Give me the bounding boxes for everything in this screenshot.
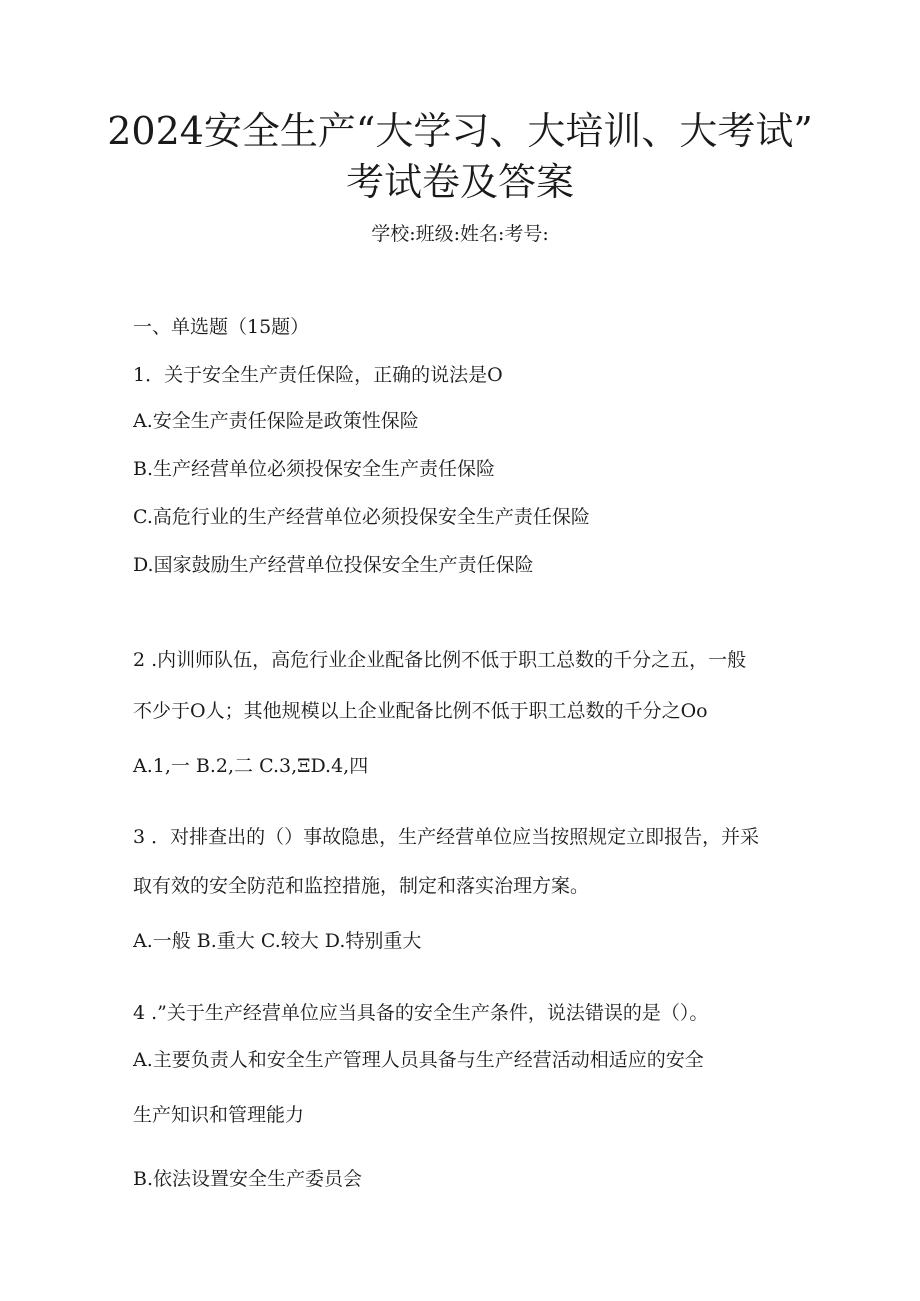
question-3-options: A.一般 B.重大 C.较大 D.特别重大: [133, 930, 422, 952]
section-heading: 一、单选题（15题）: [133, 316, 310, 338]
question-1-option-d: D.国家鼓励生产经营单位投保安全生产责任保险: [133, 554, 534, 576]
question-2-stem-line-1: 2 .内训师队伍，高危行业企业配备比例不低于职工总数的千分之五，一般: [133, 649, 747, 671]
question-4-stem: 4 .”关于生产经营单位应当具备的安全生产条件，说法错误的是（）。: [133, 1002, 709, 1024]
question-1-option-b: B.生产经营单位必须投保安全生产责任保险: [133, 458, 496, 480]
question-2-options: A.1,一 B.2,二 C.3,ΞD.4,四: [133, 755, 369, 777]
title-line-1: 2024安全生产“大学习、大培训、大考试”: [107, 109, 813, 153]
question-3-stem-line-2: 取有效的安全防范和监控措施，制定和落实治理方案。: [133, 875, 590, 897]
question-4-option-a-line-2: 生产知识和管理能力: [133, 1104, 305, 1126]
question-2-stem-line-2: 不少于O人；其他规模以上企业配备比例不低于职工总数的千分之Oo: [133, 700, 708, 722]
student-info-line: 学校:班级:姓名:考号:: [371, 223, 549, 245]
title-line-2: 考试卷及答案: [345, 160, 574, 204]
question-4-option-a-line-1: A.主要负责人和安全生产管理人员具备与生产经营活动相适应的安全: [133, 1049, 704, 1071]
question-4-option-b: B.依法设置安全生产委员会: [133, 1168, 363, 1190]
question-1-option-a: A.安全生产责任保险是政策性保险: [133, 410, 419, 432]
question-1-stem: 1．关于安全生产责任保险，正确的说法是O: [133, 364, 503, 386]
question-3-stem-line-1: 3 ．对排查出的（）事故隐患，生产经营单位应当按照规定立即报告，并采: [133, 826, 760, 848]
question-1-option-c: C.高危行业的生产经营单位必须投保安全生产责任保险: [133, 506, 590, 528]
